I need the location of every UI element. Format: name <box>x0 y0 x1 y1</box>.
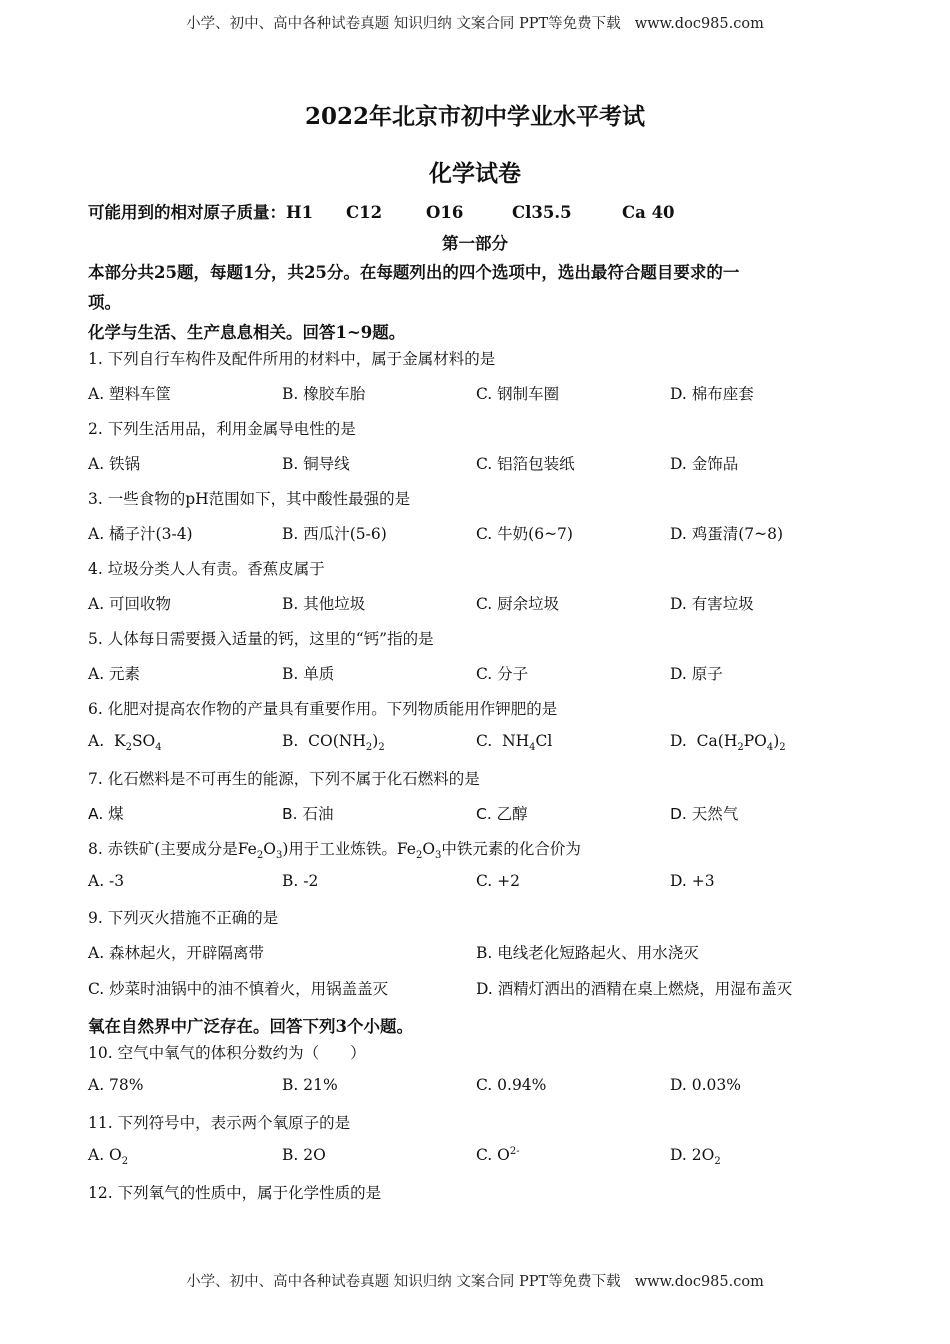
q1-stem: 1. 下列自行车构件及配件所用的材料中，属于金属材料的是 <box>88 350 496 368</box>
q1-option-b[interactable]: B. 橡胶车胎 <box>282 385 366 403</box>
q2-stem: 2. 下列生活用品，利用金属导电性的是 <box>88 420 356 438</box>
part-title: 第一部分 <box>442 234 508 253</box>
q6-option-c-label: C. <box>476 732 493 750</box>
q11-option-c[interactable]: C. $O^{2-}$ <box>476 1146 520 1165</box>
q4-stem: 4. 垃圾分类人人有责。香蕉皮属于 <box>88 560 325 578</box>
q3-option-c[interactable]: C. 牛奶(6~7) <box>476 525 573 543</box>
q7-option-c[interactable]: C. 乙醇 <box>476 805 528 823</box>
q6-option-d[interactable]: D. $Ca(H_2PO_4)_2$ <box>670 732 786 754</box>
section-a-heading: 化学与生活、生产息息相关。回答1~9题。 <box>88 323 406 342</box>
q1-option-d[interactable]: D. 棉布座套 <box>670 385 754 403</box>
q4-option-a[interactable]: A. 可回收物 <box>88 595 172 613</box>
atomic-mass-label: 可能用到的相对原子质量： <box>88 203 286 222</box>
q11-option-a-text: A. O <box>88 1146 122 1164</box>
instructions-line-1: 本部分共25题，每题1分，共25分。在每题列出的四个选项中，选出最符合题目要求的一 <box>88 263 740 282</box>
footer-site[interactable]: www.doc985.com <box>634 1274 764 1290</box>
q3-option-d[interactable]: D. 鸡蛋清(7~8) <box>670 525 784 543</box>
q11-option-d[interactable]: D. $2O_2$ <box>670 1146 721 1168</box>
q7-option-a[interactable]: A. 煤 <box>88 805 124 823</box>
q6-stem: 6. 化肥对提高农作物的产量具有重要作用。下列物质能用作钾肥的是 <box>88 700 558 718</box>
q4-option-b[interactable]: B. 其他垃圾 <box>282 595 366 613</box>
q9-option-b[interactable]: B. 电线老化短路起火、用水浇灭 <box>476 944 699 962</box>
atomic-mass-line <box>88 199 675 223</box>
q6-option-a[interactable]: A. $K_2SO_4$ <box>88 732 162 754</box>
q11-option-a[interactable]: A. $O_2$ <box>88 1146 129 1168</box>
q10-option-b[interactable]: B. 21% <box>282 1076 338 1094</box>
q6-option-c[interactable]: C. $NH_4Cl$ <box>476 732 553 754</box>
page-header <box>0 12 950 33</box>
q10-stem: 10. 空气中氧气的体积分数约为（ ） <box>88 1044 366 1062</box>
q7-stem: 7. 化石燃料是不可再生的能源，下列不属于化石燃料的是 <box>88 770 480 788</box>
q8-option-c[interactable]: C. +2 <box>476 872 521 890</box>
q1-option-a[interactable]: A. 塑料车筐 <box>88 385 172 403</box>
q6-option-d-label: D. <box>670 732 687 750</box>
q10-option-a[interactable]: A. 78% <box>88 1076 144 1094</box>
q3-option-a[interactable]: A. 橘子汁(3-4) <box>88 525 193 543</box>
q5-option-b[interactable]: B. 单质 <box>282 665 335 683</box>
q11-option-d-text: D. 2O <box>670 1146 715 1164</box>
exam-subtitle: 化学试卷 <box>429 160 521 187</box>
q3-stem: 3. 一些食物的pH范围如下，其中酸性最强的是 <box>88 490 411 508</box>
q8-stem-part-1: 8. 赤铁矿(主要成分是Fe <box>88 840 257 858</box>
q1-option-c[interactable]: C. 钢制车圈 <box>476 385 560 403</box>
atomic-mass-cl: Cl35.5 <box>512 203 572 222</box>
q9-option-d[interactable]: D. 酒精灯洒出的酒精在桌上燃烧，用湿布盖灭 <box>476 980 793 998</box>
q10-option-d[interactable]: D. 0.03% <box>670 1076 741 1094</box>
q9-option-c[interactable]: C. 炒菜时油锅中的油不慎着火，用锅盖盖灭 <box>88 980 389 998</box>
q7-option-d[interactable]: D. 天然气 <box>670 805 739 823</box>
header-text: 小学、初中、高中各种试卷真题 知识归纳 文案合同 PPT等免费下载 <box>186 16 621 32</box>
atomic-mass-h: H1 <box>286 203 314 222</box>
q11-option-c-text: C. O <box>476 1146 510 1165</box>
q6-option-b-label: B. <box>282 732 299 750</box>
exam-title: 2022年北京市初中学业水平考试 <box>304 103 645 130</box>
q2-option-c[interactable]: C. 铝箔包装纸 <box>476 455 575 473</box>
q3-option-b[interactable]: B. 西瓜汁(5-6) <box>282 525 387 543</box>
q2-option-b[interactable]: B. 铜导线 <box>282 455 350 473</box>
q5-option-d[interactable]: D. 原子 <box>670 665 723 683</box>
q9-stem: 9. 下列灭火措施不正确的是 <box>88 909 279 927</box>
instructions-line-2: 项。 <box>88 293 121 312</box>
q5-option-c[interactable]: C. 分子 <box>476 665 529 683</box>
footer-text: 小学、初中、高中各种试卷真题 知识归纳 文案合同 PPT等免费下载 <box>186 1274 621 1290</box>
q5-stem: 5. 人体每日需要摄入适量的钙，这里的“钙”指的是 <box>88 630 434 648</box>
q11-option-b-text: B. 2O <box>282 1146 326 1164</box>
q2-option-d[interactable]: D. 金饰品 <box>670 455 739 473</box>
q11-option-b[interactable] <box>282 1146 326 1164</box>
q8-option-b[interactable]: B. -2 <box>282 872 319 890</box>
q7-option-b[interactable]: B. 石油 <box>282 805 334 823</box>
header-site[interactable]: www.doc985.com <box>634 16 764 32</box>
q8-stem: 8. 赤铁矿(主要成分是$Fe_2O_3$)用于工业炼铁。$Fe_2O_3$中铁元素的化合价为 <box>88 840 581 862</box>
q8-option-a[interactable]: A. -3 <box>88 872 125 890</box>
page-footer <box>0 1270 950 1291</box>
q6-option-b[interactable]: B. $CO(NH_2)_2$ <box>282 732 385 754</box>
q8-stem-part-3: 中铁元素的化合价为 <box>441 840 581 858</box>
q5-option-a[interactable]: A. 元素 <box>88 665 141 683</box>
q8-option-d[interactable]: D. +3 <box>670 872 715 890</box>
q10-option-c[interactable]: C. 0.94% <box>476 1076 547 1094</box>
q9-option-a[interactable]: A. 森林起火，开辟隔离带 <box>88 944 265 962</box>
atomic-mass-ca: Ca 40 <box>622 203 675 222</box>
q2-option-a[interactable]: A. 铁锅 <box>88 455 141 473</box>
atomic-mass-o: O16 <box>426 203 464 222</box>
q6-option-a-label: A. <box>88 732 105 750</box>
section-b-heading: 氧在自然界中广泛存在。回答下列3个小题。 <box>88 1017 413 1036</box>
atomic-mass-c: C12 <box>346 203 383 222</box>
q4-option-c[interactable]: C. 厨余垃圾 <box>476 595 560 613</box>
q12-stem: 12. 下列氧气的性质中，属于化学性质的是 <box>88 1184 382 1202</box>
q11-stem: 11. 下列符号中，表示两个氧原子的是 <box>88 1114 351 1132</box>
q4-option-d[interactable]: D. 有害垃圾 <box>670 595 754 613</box>
q8-stem-part-2: )用于工业炼铁。Fe <box>282 840 416 858</box>
